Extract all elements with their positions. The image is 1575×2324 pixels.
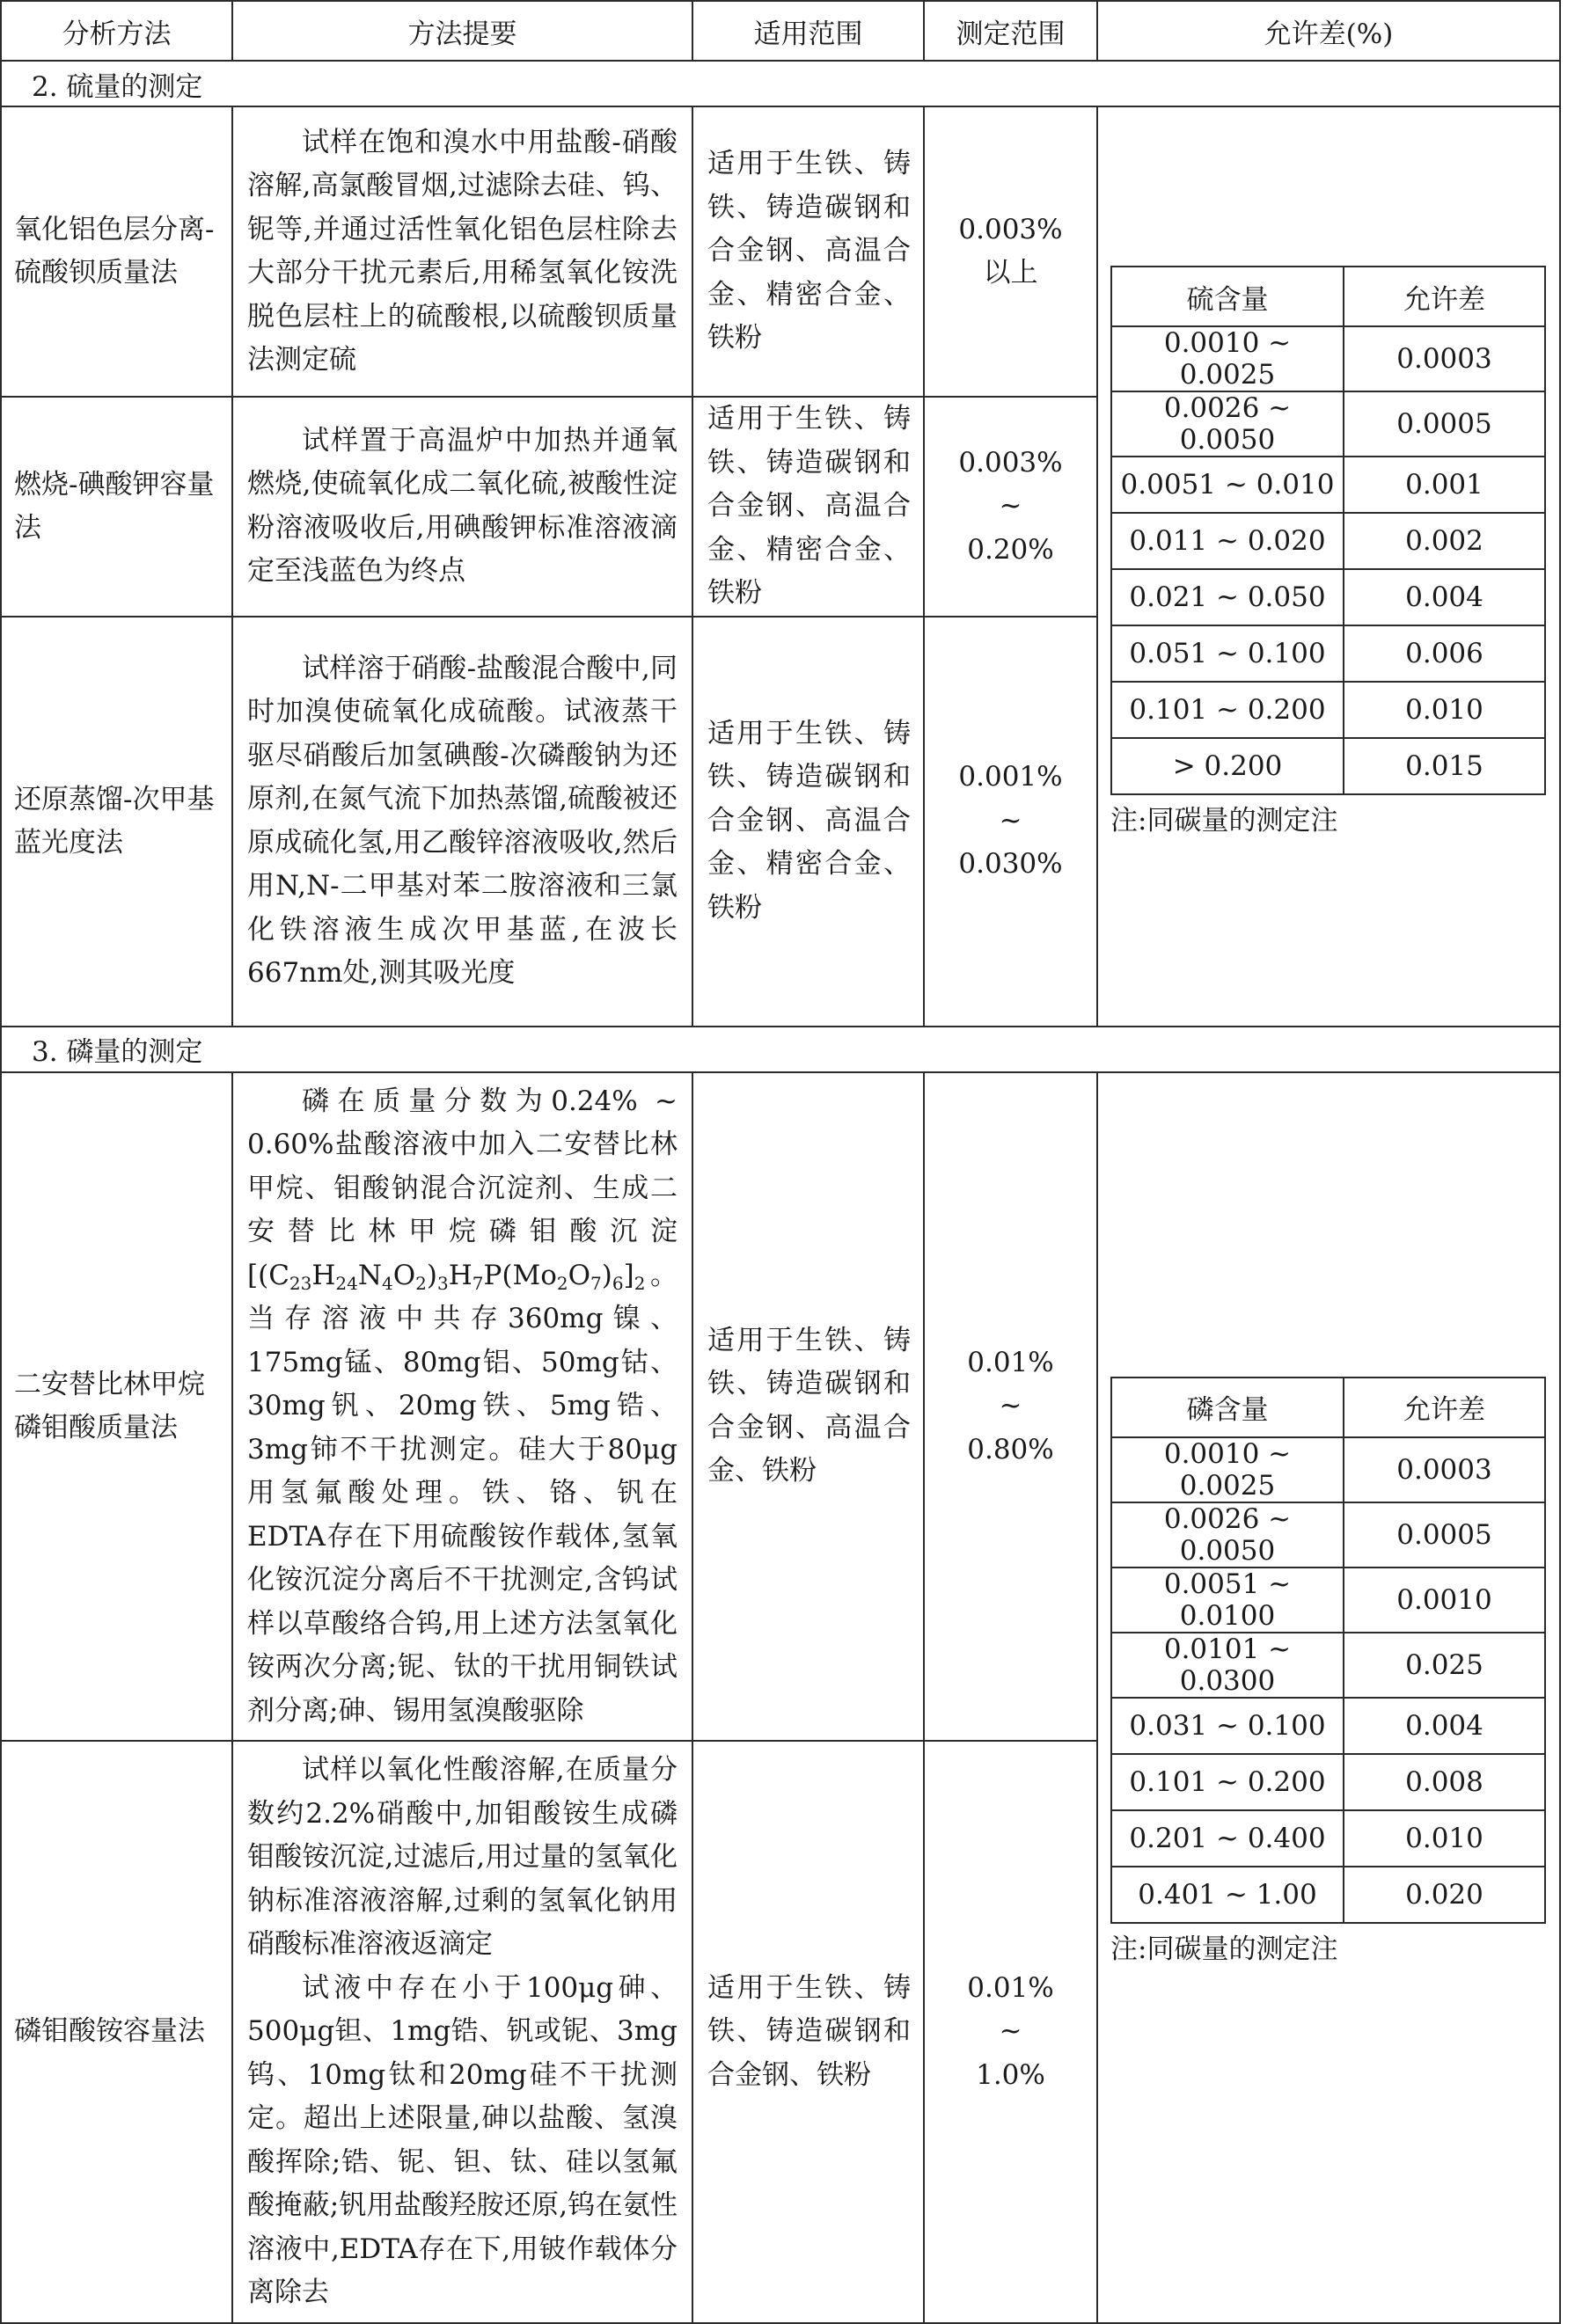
tolerance-header-content: 磷含量	[1111, 1378, 1344, 1437]
tolerance-header-diff: 允许差	[1344, 267, 1545, 326]
tolerance-row: 0.031 ~ 0.100 0.004	[1111, 1698, 1545, 1754]
section-title-sulfur: 2. 硫量的测定	[1, 61, 1560, 106]
method-scope: 适用于生铁、铸铁、铸造碳钢和合金钢、高温合金、精密合金、铁粉	[692, 617, 924, 1027]
method-scope: 适用于生铁、铸铁、铸造碳钢和合金钢、高温合金、精密合金、铁粉	[692, 397, 924, 617]
method-range: 0.001% ~ 0.030%	[924, 617, 1097, 1027]
method-summary: 试样置于高温炉中加热并通氧燃烧,使硫氧化成二氧化硫,被酸性淀粉溶液吸收后,用碘酸钾标准溶液滴定至浅蓝色为终点	[232, 397, 692, 617]
header-scope: 适用范围	[692, 1, 924, 61]
table-header-row	[1, 1, 1560, 61]
tolerance-row: 0.201 ~ 0.400 0.010	[1111, 1810, 1545, 1867]
tolerance-row: 0.101 ~ 0.200 0.010	[1111, 682, 1545, 738]
tolerance-note: 注:同碳量的测定注	[1110, 805, 1338, 837]
tolerance-header-content: 硫含量	[1111, 267, 1344, 326]
header-tolerance: 允许差(%)	[1097, 1, 1560, 61]
section-title-phosphorus: 3. 磷量的测定	[1, 1027, 1560, 1072]
header-range: 测定范围	[924, 1, 1097, 61]
sulfur-tolerance-table	[1110, 266, 1546, 795]
tolerance-header-diff: 允许差	[1344, 1378, 1545, 1437]
header-summary: 方法提要	[232, 1, 692, 61]
method-scope: 适用于生铁、铸铁、铸造碳钢和合金钢、铁粉	[692, 1741, 924, 2323]
method-name: 磷钼酸铵容量法	[1, 1741, 232, 2323]
method-range: 0.003% ~ 0.20%	[924, 397, 1097, 617]
method-name: 还原蒸馏-次甲基蓝光度法	[1, 617, 232, 1027]
phosphorus-tolerance-table	[1110, 1377, 1546, 1924]
tolerance-row: 0.0026 ~ 0.0050 0.0005	[1111, 1502, 1545, 1568]
tolerance-row: 0.0101 ~ 0.0300 0.025	[1111, 1633, 1545, 1698]
method-scope: 适用于生铁、铸铁、铸造碳钢和合金钢、高温合金、铁粉	[692, 1072, 924, 1742]
tolerance-header-row	[1111, 1378, 1545, 1437]
tolerance-row: 0.0051 ~ 0.010 0.001	[1111, 457, 1545, 513]
section-title-row	[1, 1027, 1560, 1072]
method-name: 二安替比林甲烷磷钼酸质量法	[1, 1072, 232, 1742]
tolerance-note: 注:同碳量的测定注	[1110, 1933, 1338, 1965]
method-range: 0.003% 以上	[924, 106, 1097, 397]
method-summary: 试样以氧化性酸溶解,在质量分数约2.2%硝酸中,加钼酸铵生成磷钼酸铵沉淀,过滤后,用过量的氢氧化钠标准溶液溶解,过剩的氢氧化钠用硝酸标准溶液返滴定 试液中存在小于100μg砷、500μg钽、1mg锆、钒或铌、3mg钨、10mg钛和20mg硅不干扰测定。超出上述限量,砷以盐酸、氢溴酸挥除;锆、铌、钽、钛、硅以氢氟酸掩蔽;钒用盐酸羟胺还原,钨在氨性溶液中,EDTA存在下,用铍作载体分离除去	[232, 1741, 692, 2323]
method-name: 燃烧-碘酸钾容量法	[1, 397, 232, 617]
section-title-row	[1, 61, 1560, 106]
table-row	[1, 1072, 1560, 1742]
tolerance-header-row	[1111, 267, 1545, 326]
tolerance-row: 0.401 ~ 1.00 0.020	[1111, 1867, 1545, 1923]
tolerance-row: 0.0010 ~ 0.0025 0.0003	[1111, 326, 1545, 391]
tolerance-row: > 0.200 0.015	[1111, 738, 1545, 794]
tolerance-row: 0.0051 ~ 0.0100 0.0010	[1111, 1568, 1545, 1633]
sulfur-tolerance-cell	[1097, 106, 1560, 1027]
method-summary: 试样在饱和溴水中用盐酸-硝酸溶解,高氯酸冒烟,过滤除去硅、钨、铌等,并通过活性氧化铝色层柱除去大部分干扰元素后,用稀氢氧化铵洗脱色层柱上的硫酸根,以硫酸钡质量法测定硫	[232, 106, 692, 397]
header-method: 分析方法	[1, 1, 232, 61]
tolerance-row: 0.011 ~ 0.020 0.002	[1111, 513, 1545, 569]
tolerance-row: 0.0026 ~ 0.0050 0.0005	[1111, 391, 1545, 457]
method-name: 氧化铝色层分离-硫酸钡质量法	[1, 106, 232, 397]
method-scope: 适用于生铁、铸铁、铸造碳钢和合金钢、高温合金、精密合金、铁粉	[692, 106, 924, 397]
method-range: 0.01% ~ 1.0%	[924, 1741, 1097, 2323]
phosphorus-tolerance-cell	[1097, 1072, 1560, 2323]
tolerance-row: 0.0010 ~ 0.0025 0.0003	[1111, 1437, 1545, 1502]
method-range: 0.01% ~ 0.80%	[924, 1072, 1097, 1742]
method-summary: 试样溶于硝酸-盐酸混合酸中,同时加溴使硫氧化成硫酸。试液蒸干驱尽硝酸后加氢碘酸-次磷酸钠为还原剂,在氮气流下加热蒸馏,硫酸被还原成硫化氢,用乙酸锌溶液吸收,然后用N,N-二甲基对苯二胺溶液和三氯化铁溶液生成次甲基蓝,在波长667nm处,测其吸光度	[232, 617, 692, 1027]
table-row	[1, 106, 1560, 397]
tolerance-row: 0.051 ~ 0.100 0.006	[1111, 625, 1545, 682]
method-summary: 磷在质量分数为0.24% ~ 0.60%盐酸溶液中加入二安替比林甲烷、钼酸钠混合沉淀剂、生成二安替比林甲烷磷钼酸沉淀$[(C_{23}H_{24}N_4O_2)_3H_7P(Mo_2O_7)_6]_2$。当存溶液中共存360mg镍、175mg锰、80mg铝、50mg钴、30mg钒、20mg铁、5mg锆、3mg铈不干扰测定。硅大于80μg用氢氟酸处理。铁、铬、钒在EDTA存在下用硫酸铵作载体,氢氧化铵沉淀分离后不干扰测定,含钨试样以草酸络合钨,用上述方法氢氧化铵两次分离;铌、钛的干扰用铜铁试剂分离;砷、锡用氢溴酸驱除	[232, 1072, 692, 1742]
tolerance-row: 0.021 ~ 0.050 0.004	[1111, 569, 1545, 625]
tolerance-row: 0.101 ~ 0.200 0.008	[1111, 1754, 1545, 1810]
